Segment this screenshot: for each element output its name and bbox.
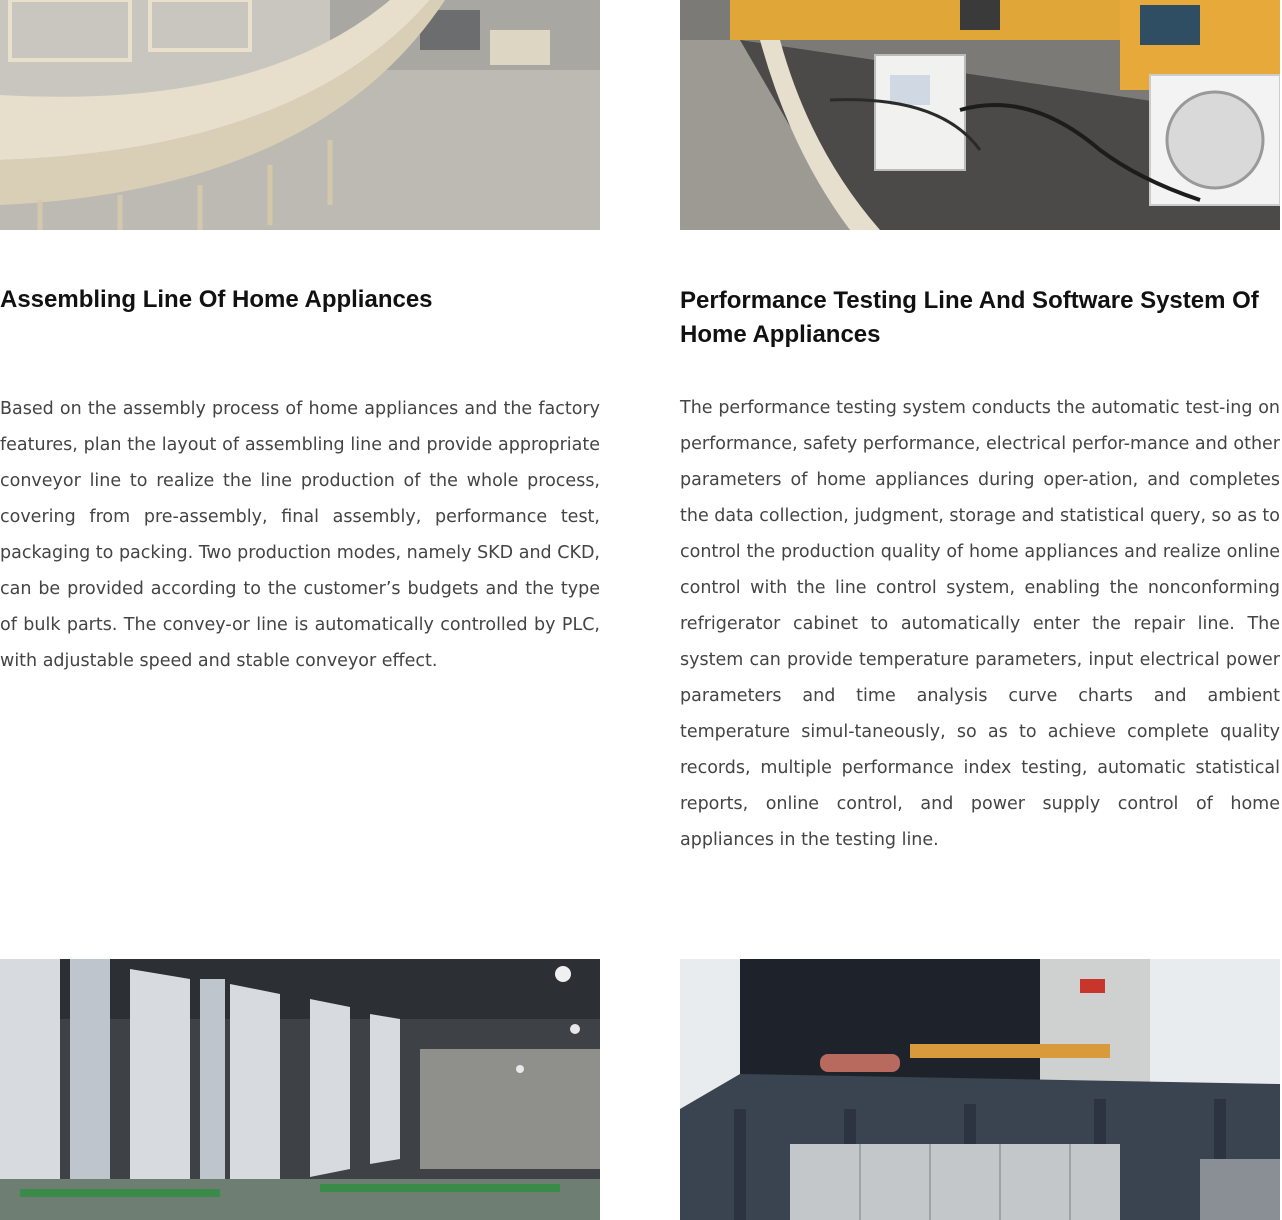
assembling-line-photo bbox=[0, 0, 600, 230]
testing-line-title: Performance Testing Line And Software System Of Home Appliances bbox=[680, 287, 1259, 348]
testing-line-photo bbox=[680, 0, 1280, 230]
assembling-line-description: Based on the assembly process of home appliances and the factory features, plan the layout of assembling line and provide appropriate conveyor line to realize the line production of the whole process, covering from pre-assembly, final assembly, performance test, packaging to packing. Two production modes, namely SKD and CKD, can be provided according to the customer’s budgets and the type of bulk parts. The convey-or line is automatically controlled by PLC, with adjustable speed and stable conveyor effect. bbox=[0, 399, 600, 671]
testing-line-description: The performance testing system conducts the automatic test-ing on performance, safety performance, electrical perfor-mance and other parameters of home appliances during oper-ation, and completes the data collection, judgment, storage and statistical query, so as to control the production quality of home appliances and realize online control with the line control system, enabling the nonconforming refrigerator cabinet to automatically enter the repair line. The system can provide temperature parameters, input electrical power parameters and time analysis curve charts and ambient temperature simul-taneously, so as to achieve complete quality records, multiple performance index testing, automatic statistical reports, online control, and power supply control of home appliances in the testing line. bbox=[680, 398, 1280, 850]
assembling-line-title: Assembling Line Of Home Appliances bbox=[0, 286, 433, 313]
cooling-tower-photo bbox=[680, 959, 1280, 1220]
warehouse-photo bbox=[0, 959, 600, 1220]
